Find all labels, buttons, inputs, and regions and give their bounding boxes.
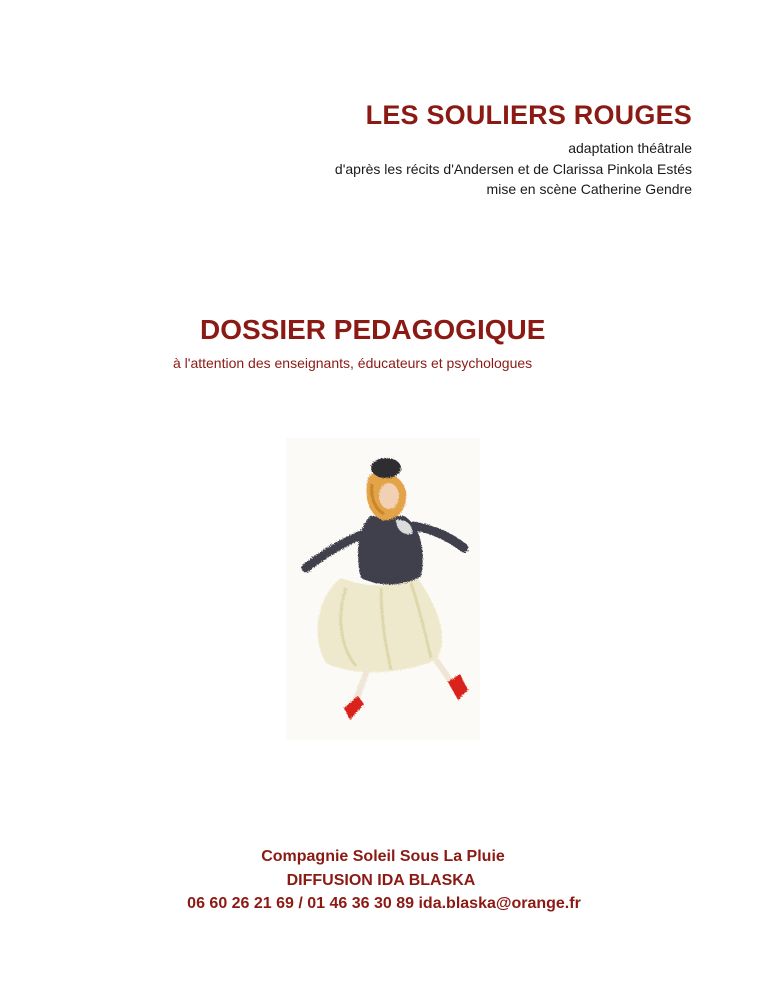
diffusion-label: DIFFUSION IDA BLASKA [286,872,476,889]
dancer-illustration [286,438,480,740]
subtitle-director: mise en scène Catherine Gendre [486,181,692,197]
subtitle-adaptation: adaptation théâtrale [568,140,692,156]
company-name: Compagnie Soleil Sous La Pluie [261,848,505,865]
audience-line: à l'attention des enseignants, éducateurs et psychologues [173,355,533,371]
document-title: LES SOULIERS ROUGES [365,100,692,130]
subtitle-source: d'après les récits d'Andersen et de Clarissa Pinkola Estés [334,161,692,177]
dancing-girl-icon [286,438,480,740]
section-heading: DOSSIER PEDAGOGIQUE [200,314,546,345]
contact-line: 06 60 26 21 69 / 01 46 36 30 89 ida.blaska@orange.fr [187,895,581,912]
